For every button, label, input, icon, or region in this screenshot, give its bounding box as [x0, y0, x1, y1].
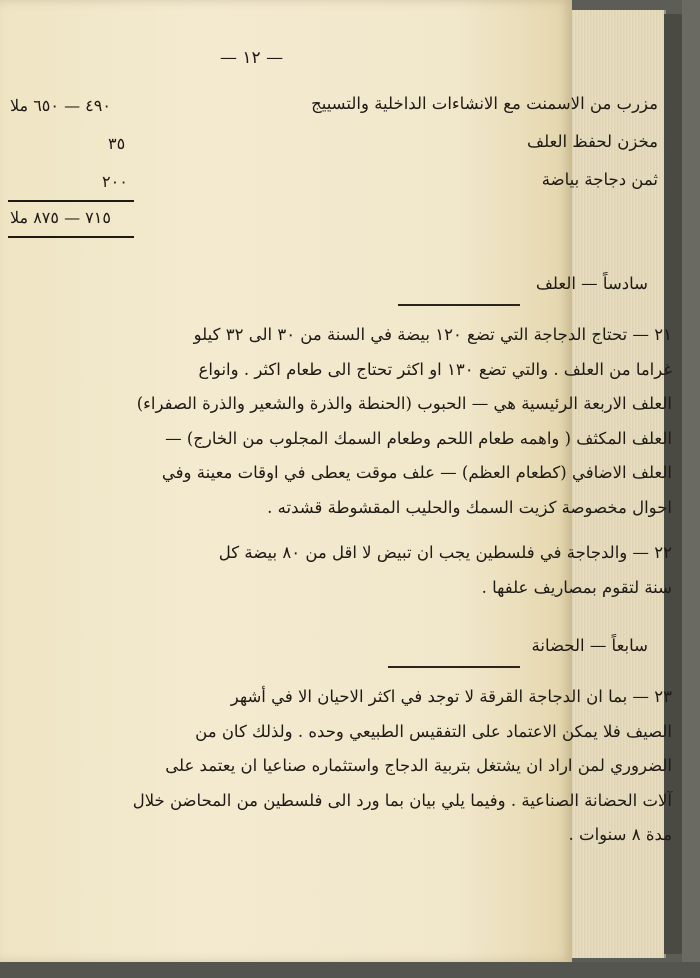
text-line: العلف الاربعة الرئيسية هي — الحبوب (الحنطة والذرة والشعير والذرة الصفراء)	[136, 394, 672, 413]
text-line: العلف المكثف ( واهمه طعام اللحم وطعام السمك المجلوب من الخارج) —	[165, 428, 672, 448]
cost-value-hen: ٢٠٠	[102, 172, 128, 191]
section-heading-incubation: سابعاً — الحضانة	[531, 636, 648, 655]
text-line: الصيف فلا يمكن الاعتماد على التفقيس الطبيعي وحده . ولذلك كان من	[195, 721, 672, 741]
text-line: ٢٢ — والدجاجة في فلسطين يجب ان تبيض لا اقل من ٨٠ بيضة كل	[218, 543, 672, 562]
text-line: سنة لتقوم بمصاريف علفها .	[481, 577, 672, 597]
page-number: — ١٢ —	[220, 48, 284, 68]
cost-value-coop: ٤٩٠ — ٦٥٠ ملا	[10, 96, 111, 115]
text-line: ٢١ — تحتاج الدجاجة التي تضع ١٢٠ بيضة في السنة من ٣٠ الى ٣٢ كيلو	[193, 325, 672, 344]
text-line: غراما من العلف . والتي تضع ١٣٠ او اكثر تحتاج الى طعام اكثر . وانواع	[198, 359, 672, 379]
heading-underline	[398, 304, 520, 306]
section-heading-feed: سادساً — العلف	[535, 274, 648, 293]
paragraph-21	[136, 318, 672, 525]
paragraph-23	[132, 680, 672, 853]
book-cover	[682, 0, 700, 978]
total-rule-top	[8, 200, 134, 202]
text-line: ٢٣ — بما ان الدجاجة القرقة لا توجد في اكثر الاحيان الا في أشهر	[230, 687, 672, 706]
text-line: احوال مخصوصة كزيت السمك والحليب المقشوطة قشدته .	[267, 497, 672, 517]
heading-underline	[388, 666, 520, 668]
text-line: العلف الاضافي (كطعام العظم) — علف موقت يعطى في اوقات معينة وفي	[161, 463, 672, 482]
text-line: الضروري لمن اراد ان يشتغل بتربية الدجاج واستثماره صناعيا ان يعتمد على	[165, 756, 672, 775]
cost-total: ٧١٥ — ٨٧٥ ملا	[10, 208, 111, 227]
total-rule-bottom	[8, 236, 134, 238]
text-line: آلات الحضانة الصناعية . وفيما يلي بيان بما ورد الى فلسطين من المحاضن خلال	[132, 790, 672, 810]
background-surface	[0, 962, 700, 978]
cost-label-coop: مزرب من الاسمنت مع الانشاءات الداخلية والتسييج	[311, 94, 658, 113]
cost-label-storage: مخزن لحفظ العلف	[526, 132, 658, 151]
paragraph-22	[152, 536, 672, 605]
text-line: مدة ٨ سنوات .	[568, 825, 672, 844]
cost-label-hen: ثمن دجاجة بياضة	[541, 170, 658, 189]
cost-value-storage: ٣٥	[108, 134, 126, 153]
